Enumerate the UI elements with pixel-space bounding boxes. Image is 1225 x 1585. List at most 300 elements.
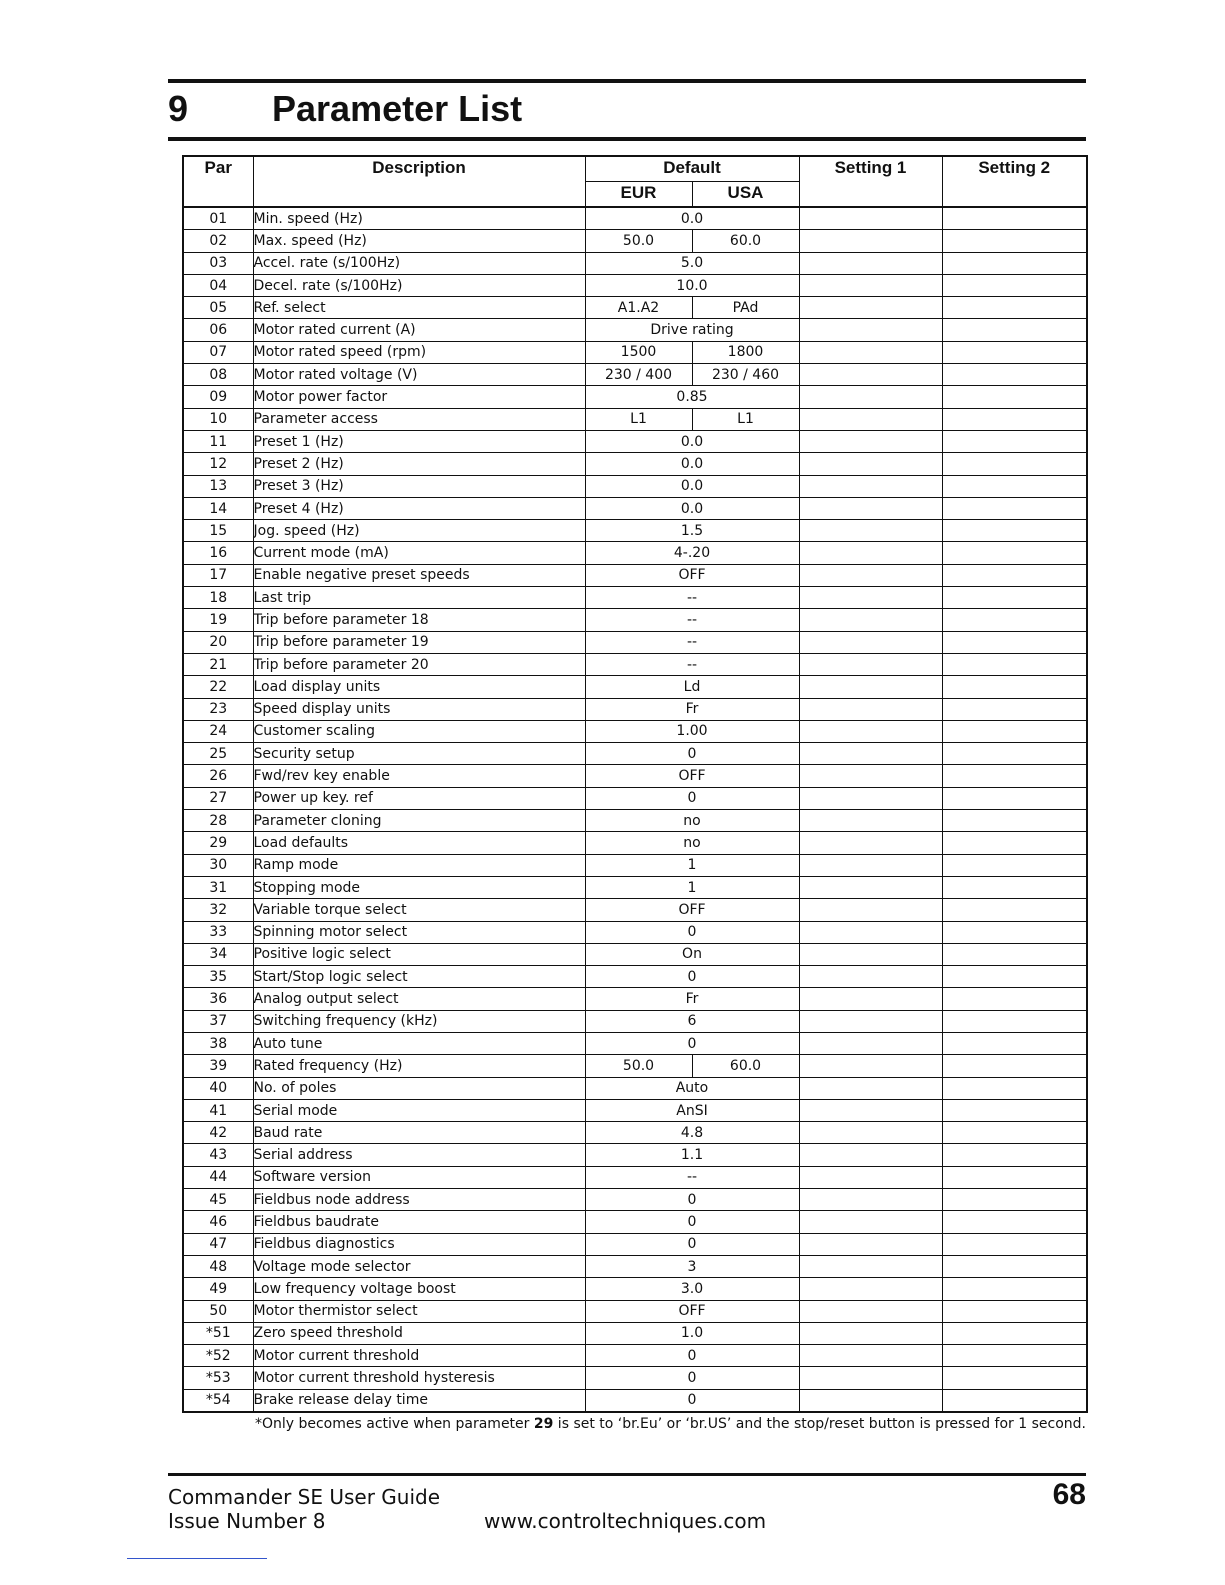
setting-2-cell [942, 988, 1087, 1010]
description-cell: Motor rated voltage (V) [253, 364, 585, 386]
table-row [183, 587, 1087, 609]
setting-2-cell [942, 587, 1087, 609]
setting-2-cell [942, 631, 1087, 653]
setting-2-cell [942, 1345, 1087, 1367]
setting-2-cell [942, 1389, 1087, 1412]
setting-1-cell [799, 297, 942, 319]
description-cell: Decel. rate (s/100Hz) [253, 274, 585, 296]
setting-2-cell [942, 1144, 1087, 1166]
par-number-cell: *51 [183, 1322, 253, 1344]
table-row [183, 252, 1087, 274]
par-number-cell: 36 [183, 988, 253, 1010]
par-number-cell: 32 [183, 899, 253, 921]
table-header [183, 156, 1087, 207]
par-number-cell: 18 [183, 587, 253, 609]
setting-1-cell [799, 475, 942, 497]
default-usa-cell: 60.0 [692, 1055, 799, 1077]
par-number-cell: 17 [183, 564, 253, 586]
default-cell: 0.0 [585, 207, 799, 230]
footnote-text-after: is set to ‘br.Eu’ or ‘br.US’ and the stop/reset button is pressed for 1 second. [553, 1416, 1086, 1432]
default-cell: 0 [585, 1367, 799, 1389]
setting-1-cell [799, 653, 942, 675]
setting-2-cell [942, 408, 1087, 430]
table-row [183, 899, 1087, 921]
par-number-cell: 37 [183, 1010, 253, 1032]
setting-2-cell [942, 698, 1087, 720]
setting-1-cell [799, 743, 942, 765]
default-cell: 0 [585, 1345, 799, 1367]
setting-1-cell [799, 1010, 942, 1032]
default-eur-cell: 1500 [585, 341, 692, 363]
table-row [183, 542, 1087, 564]
description-cell: Baud rate [253, 1122, 585, 1144]
setting-2-cell [942, 921, 1087, 943]
default-cell: OFF [585, 564, 799, 586]
setting-1-cell [799, 386, 942, 408]
default-cell: 1.5 [585, 520, 799, 542]
default-cell: -- [585, 653, 799, 675]
table-row [183, 1055, 1087, 1077]
setting-1-cell [799, 542, 942, 564]
setting-2-cell [942, 765, 1087, 787]
par-number-cell: 33 [183, 921, 253, 943]
setting-2-cell [942, 943, 1087, 965]
setting-1-cell [799, 1122, 942, 1144]
default-cell: 0 [585, 1032, 799, 1054]
description-cell: Motor rated current (A) [253, 319, 585, 341]
par-number-cell: 16 [183, 542, 253, 564]
footnote-bold-parameter: 29 [533, 1416, 554, 1432]
par-number-cell: 04 [183, 274, 253, 296]
table-row [183, 408, 1087, 430]
par-number-cell: 50 [183, 1300, 253, 1322]
table-row [183, 520, 1087, 542]
default-cell: 1.1 [585, 1144, 799, 1166]
table-row [183, 475, 1087, 497]
setting-1-cell [799, 364, 942, 386]
description-cell: Parameter cloning [253, 810, 585, 832]
table-row [183, 230, 1087, 252]
par-number-cell: 25 [183, 743, 253, 765]
setting-1-cell [799, 1322, 942, 1344]
default-cell: OFF [585, 1300, 799, 1322]
setting-1-cell [799, 609, 942, 631]
table-row [183, 876, 1087, 898]
table-row [183, 1211, 1087, 1233]
default-cell: -- [585, 609, 799, 631]
header-setting-1: Setting 1 [799, 156, 942, 207]
table-row [183, 207, 1087, 230]
description-cell: Motor rated speed (rpm) [253, 341, 585, 363]
description-cell: Max. speed (Hz) [253, 230, 585, 252]
par-number-cell: 40 [183, 1077, 253, 1099]
setting-1-cell [799, 587, 942, 609]
par-number-cell: 39 [183, 1055, 253, 1077]
setting-2-cell [942, 430, 1087, 452]
setting-2-cell [942, 252, 1087, 274]
default-cell: 0.0 [585, 497, 799, 519]
par-number-cell: 19 [183, 609, 253, 631]
setting-1-cell [799, 1055, 942, 1077]
table-row [183, 564, 1087, 586]
header-default: Default [585, 156, 799, 182]
par-number-cell: 01 [183, 207, 253, 230]
footer-issue-number: Issue Number 8 [168, 1509, 326, 1533]
table-body [183, 207, 1087, 1412]
table-row [183, 386, 1087, 408]
setting-2-cell [942, 1055, 1087, 1077]
default-cell: 6 [585, 1010, 799, 1032]
table-row [183, 319, 1087, 341]
setting-1-cell [799, 1189, 942, 1211]
description-cell: Ref. select [253, 297, 585, 319]
setting-1-cell [799, 966, 942, 988]
description-cell: Power up key. ref [253, 787, 585, 809]
top-rule [168, 79, 1086, 83]
setting-2-cell [942, 1099, 1087, 1121]
description-cell: Current mode (mA) [253, 542, 585, 564]
default-cell: Fr [585, 698, 799, 720]
par-number-cell: 44 [183, 1166, 253, 1188]
default-cell: -- [585, 587, 799, 609]
table-row [183, 921, 1087, 943]
table-row [183, 1322, 1087, 1344]
par-number-cell: 31 [183, 876, 253, 898]
description-cell: Spinning motor select [253, 921, 585, 943]
table-row [183, 765, 1087, 787]
par-number-cell: 02 [183, 230, 253, 252]
table-row [183, 832, 1087, 854]
table-row [183, 1389, 1087, 1412]
par-number-cell: 06 [183, 319, 253, 341]
description-cell: Motor thermistor select [253, 1300, 585, 1322]
setting-2-cell [942, 1300, 1087, 1322]
par-number-cell: 46 [183, 1211, 253, 1233]
par-number-cell: 15 [183, 520, 253, 542]
description-cell: Software version [253, 1166, 585, 1188]
description-cell: Customer scaling [253, 720, 585, 742]
setting-2-cell [942, 207, 1087, 230]
setting-1-cell [799, 319, 942, 341]
par-number-cell: *52 [183, 1345, 253, 1367]
description-cell: Positive logic select [253, 943, 585, 965]
setting-2-cell [942, 810, 1087, 832]
table-row [183, 1255, 1087, 1277]
setting-1-cell [799, 520, 942, 542]
default-eur-cell: 230 / 400 [585, 364, 692, 386]
default-cell: On [585, 943, 799, 965]
setting-2-cell [942, 1367, 1087, 1389]
description-cell: Auto tune [253, 1032, 585, 1054]
header-par: Par [183, 156, 253, 207]
table-row [183, 1300, 1087, 1322]
description-cell: Motor current threshold [253, 1345, 585, 1367]
setting-1-cell [799, 1278, 942, 1300]
setting-1-cell [799, 497, 942, 519]
default-cell: 0 [585, 966, 799, 988]
setting-2-cell [942, 1166, 1087, 1188]
default-cell: 1 [585, 876, 799, 898]
default-cell: 0 [585, 1389, 799, 1412]
setting-1-cell [799, 765, 942, 787]
setting-2-cell [942, 1010, 1087, 1032]
description-cell: Switching frequency (kHz) [253, 1010, 585, 1032]
table-row [183, 854, 1087, 876]
setting-2-cell [942, 854, 1087, 876]
table-row [183, 341, 1087, 363]
setting-1-cell [799, 430, 942, 452]
table-row [183, 1032, 1087, 1054]
default-cell: 0.0 [585, 453, 799, 475]
description-cell: Fieldbus baudrate [253, 1211, 585, 1233]
setting-2-cell [942, 497, 1087, 519]
heading-rule [168, 137, 1086, 141]
default-cell: 3.0 [585, 1278, 799, 1300]
description-cell: Jog. speed (Hz) [253, 520, 585, 542]
description-cell: Speed display units [253, 698, 585, 720]
par-number-cell: 14 [183, 497, 253, 519]
setting-2-cell [942, 564, 1087, 586]
footer-rule [168, 1473, 1086, 1476]
footnote [255, 1416, 1086, 1432]
setting-2-cell [942, 364, 1087, 386]
par-number-cell: 28 [183, 810, 253, 832]
table-row [183, 720, 1087, 742]
par-number-cell: 20 [183, 631, 253, 653]
default-cell: 0 [585, 1189, 799, 1211]
default-cell: Ld [585, 676, 799, 698]
setting-1-cell [799, 698, 942, 720]
description-cell: Variable torque select [253, 899, 585, 921]
table-row [183, 297, 1087, 319]
par-number-cell: 05 [183, 297, 253, 319]
table-row [183, 609, 1087, 631]
default-cell: 0 [585, 921, 799, 943]
setting-1-cell [799, 1211, 942, 1233]
setting-1-cell [799, 1345, 942, 1367]
par-number-cell: 03 [183, 252, 253, 274]
table-row [183, 1099, 1087, 1121]
default-cell: AnSI [585, 1099, 799, 1121]
par-number-cell: 23 [183, 698, 253, 720]
setting-2-cell [942, 609, 1087, 631]
default-usa-cell: 60.0 [692, 230, 799, 252]
description-cell: Preset 3 (Hz) [253, 475, 585, 497]
par-number-cell: 09 [183, 386, 253, 408]
setting-1-cell [799, 1233, 942, 1255]
page-number: 68 [1052, 1478, 1086, 1511]
setting-1-cell [799, 1255, 942, 1277]
setting-2-cell [942, 1278, 1087, 1300]
par-number-cell: 24 [183, 720, 253, 742]
table-row [183, 1367, 1087, 1389]
par-number-cell: 35 [183, 966, 253, 988]
setting-2-cell [942, 1032, 1087, 1054]
description-cell: Serial mode [253, 1099, 585, 1121]
setting-2-cell [942, 319, 1087, 341]
section-heading [168, 86, 1086, 132]
header-usa: USA [692, 182, 799, 208]
table-row [183, 966, 1087, 988]
setting-2-cell [942, 1077, 1087, 1099]
setting-1-cell [799, 274, 942, 296]
description-cell: Last trip [253, 587, 585, 609]
par-number-cell: 27 [183, 787, 253, 809]
table-row [183, 698, 1087, 720]
description-cell: Stopping mode [253, 876, 585, 898]
setting-2-cell [942, 520, 1087, 542]
par-number-cell: 21 [183, 653, 253, 675]
description-cell: Accel. rate (s/100Hz) [253, 252, 585, 274]
setting-1-cell [799, 810, 942, 832]
default-cell: -- [585, 1166, 799, 1188]
description-cell: Zero speed threshold [253, 1322, 585, 1344]
description-cell: Enable negative preset speeds [253, 564, 585, 586]
setting-1-cell [799, 1144, 942, 1166]
par-number-cell: 47 [183, 1233, 253, 1255]
setting-2-cell [942, 832, 1087, 854]
description-cell: Start/Stop logic select [253, 966, 585, 988]
par-number-cell: *54 [183, 1389, 253, 1412]
setting-1-cell [799, 1166, 942, 1188]
setting-1-cell [799, 876, 942, 898]
par-number-cell: 45 [183, 1189, 253, 1211]
setting-1-cell [799, 899, 942, 921]
footnote-text-before: *Only becomes active when parameter [254, 1416, 534, 1432]
default-cell: no [585, 810, 799, 832]
description-cell: Fieldbus diagnostics [253, 1233, 585, 1255]
footer-website: www.controltechniques.com [484, 1509, 767, 1533]
description-cell: Motor power factor [253, 386, 585, 408]
description-cell: Serial address [253, 1144, 585, 1166]
table-row [183, 787, 1087, 809]
default-cell: 1.00 [585, 720, 799, 742]
default-cell: 1.0 [585, 1322, 799, 1344]
default-cell: OFF [585, 765, 799, 787]
setting-1-cell [799, 408, 942, 430]
setting-1-cell [799, 1367, 942, 1389]
setting-1-cell [799, 564, 942, 586]
default-cell: 0.85 [585, 386, 799, 408]
default-cell: 0 [585, 787, 799, 809]
table-row [183, 1233, 1087, 1255]
table-row [183, 1122, 1087, 1144]
default-eur-cell: 50.0 [585, 230, 692, 252]
default-cell: 10.0 [585, 274, 799, 296]
setting-2-cell [942, 899, 1087, 921]
setting-1-cell [799, 341, 942, 363]
default-eur-cell: A1.A2 [585, 297, 692, 319]
table-row [183, 631, 1087, 653]
setting-2-cell [942, 1211, 1087, 1233]
setting-2-cell [942, 230, 1087, 252]
setting-2-cell [942, 1122, 1087, 1144]
par-number-cell: 43 [183, 1144, 253, 1166]
default-cell: -- [585, 631, 799, 653]
description-cell: Fwd/rev key enable [253, 765, 585, 787]
par-number-cell: 26 [183, 765, 253, 787]
setting-1-cell [799, 720, 942, 742]
default-cell: 1 [585, 854, 799, 876]
default-cell: Fr [585, 988, 799, 1010]
default-cell: 0.0 [585, 430, 799, 452]
description-cell: Min. speed (Hz) [253, 207, 585, 230]
description-cell: Trip before parameter 19 [253, 631, 585, 653]
setting-2-cell [942, 1255, 1087, 1277]
default-eur-cell: 50.0 [585, 1055, 692, 1077]
default-usa-cell: 1800 [692, 341, 799, 363]
description-cell: Ramp mode [253, 854, 585, 876]
setting-2-cell [942, 743, 1087, 765]
setting-1-cell [799, 631, 942, 653]
setting-1-cell [799, 787, 942, 809]
description-cell: Parameter access [253, 408, 585, 430]
description-cell: Fieldbus node address [253, 1189, 585, 1211]
par-number-cell: 13 [183, 475, 253, 497]
table-row [183, 943, 1087, 965]
table-row [183, 676, 1087, 698]
default-cell: OFF [585, 899, 799, 921]
setting-1-cell [799, 1099, 942, 1121]
setting-2-cell [942, 876, 1087, 898]
description-cell: Low frequency voltage boost [253, 1278, 585, 1300]
table-row [183, 1345, 1087, 1367]
par-number-cell: 38 [183, 1032, 253, 1054]
setting-2-cell [942, 1233, 1087, 1255]
setting-2-cell [942, 720, 1087, 742]
setting-1-cell [799, 854, 942, 876]
setting-2-cell [942, 475, 1087, 497]
table-row [183, 1010, 1087, 1032]
setting-2-cell [942, 386, 1087, 408]
table-row [183, 1189, 1087, 1211]
setting-1-cell [799, 832, 942, 854]
par-number-cell: 10 [183, 408, 253, 430]
table-row [183, 1278, 1087, 1300]
default-cell: no [585, 832, 799, 854]
table-row [183, 1166, 1087, 1188]
setting-2-cell [942, 341, 1087, 363]
default-cell: 0 [585, 743, 799, 765]
table-row [183, 1144, 1087, 1166]
par-number-cell: 30 [183, 854, 253, 876]
setting-1-cell [799, 943, 942, 965]
description-cell: Trip before parameter 20 [253, 653, 585, 675]
table-row [183, 364, 1087, 386]
setting-2-cell [942, 542, 1087, 564]
default-eur-cell: L1 [585, 408, 692, 430]
section-title: Parameter List [272, 88, 523, 129]
par-number-cell: 48 [183, 1255, 253, 1277]
default-usa-cell: PAd [692, 297, 799, 319]
default-cell: 0 [585, 1233, 799, 1255]
par-number-cell: 41 [183, 1099, 253, 1121]
description-cell: Preset 2 (Hz) [253, 453, 585, 475]
setting-1-cell [799, 676, 942, 698]
par-number-cell: 42 [183, 1122, 253, 1144]
setting-1-cell [799, 1077, 942, 1099]
setting-1-cell [799, 1300, 942, 1322]
parameter-table [182, 155, 1088, 1413]
setting-1-cell [799, 252, 942, 274]
par-number-cell: 29 [183, 832, 253, 854]
description-cell: Preset 1 (Hz) [253, 430, 585, 452]
setting-2-cell [942, 1322, 1087, 1344]
footer-guide-title: Commander SE User Guide [168, 1485, 441, 1509]
description-cell: Preset 4 (Hz) [253, 497, 585, 519]
default-usa-cell: 230 / 460 [692, 364, 799, 386]
link-underline [127, 1558, 267, 1559]
